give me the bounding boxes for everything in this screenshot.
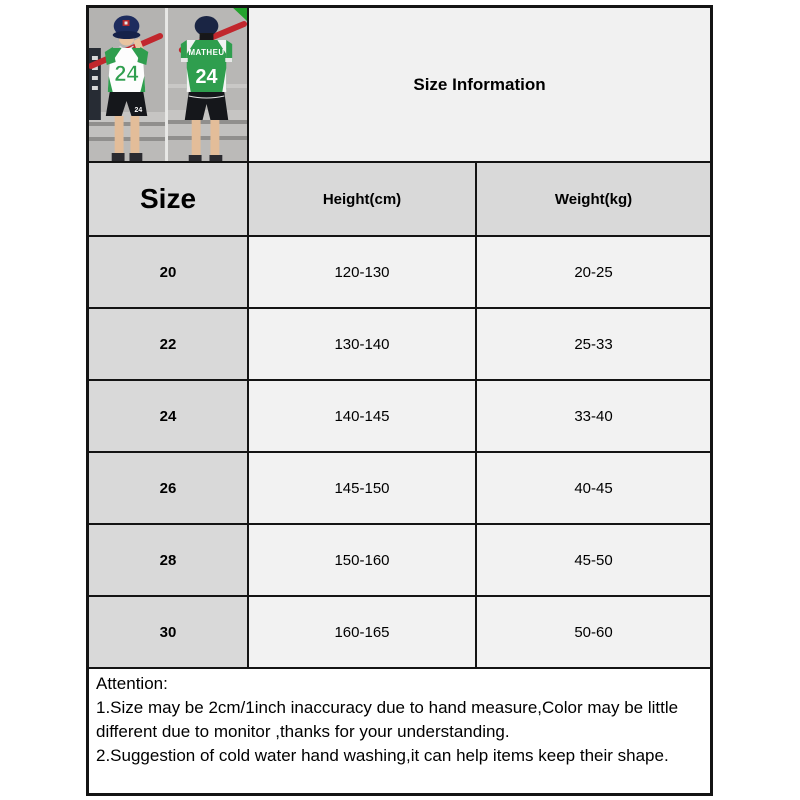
jersey-name-back: MATHEU (188, 47, 225, 58)
table-row (89, 381, 710, 453)
weight-cell: 25-33 (477, 309, 710, 379)
attention-note (89, 669, 710, 793)
attention-line-2: 2.Suggestion of cold water hand washing,it can help items keep their shape. (96, 746, 669, 765)
jersey-number-front: 24 (114, 60, 139, 87)
size-cell: 26 (89, 453, 249, 523)
product-photo (89, 8, 249, 161)
table-row (89, 309, 710, 381)
height-cell: 140-145 (249, 381, 477, 451)
column-header-size: Size (89, 163, 249, 235)
attention-line-1: 1.Size may be 2cm/1inch inaccuracy due to hand measure,Color may be little different due to monitor ,thanks for your understanding. (96, 698, 679, 741)
shorts-number: 24 (134, 106, 143, 115)
product-photo-illustration (89, 8, 247, 161)
attention-label: Attention: (96, 674, 168, 693)
column-header-height: Height(cm) (249, 163, 477, 235)
weight-cell: 20-25 (477, 237, 710, 307)
size-cell: 28 (89, 525, 249, 595)
table-row (89, 525, 710, 597)
height-cell: 160-165 (249, 597, 477, 667)
height-cell: 120-130 (249, 237, 477, 307)
table-row (89, 597, 710, 669)
weight-cell: 33-40 (477, 381, 710, 451)
page-title: Size Information (249, 8, 710, 161)
size-cell: 20 (89, 237, 249, 307)
weight-cell: 50-60 (477, 597, 710, 667)
size-cell: 30 (89, 597, 249, 667)
weight-cell: 40-45 (477, 453, 710, 523)
table-row (89, 237, 710, 309)
height-cell: 130-140 (249, 309, 477, 379)
size-chart-table (86, 5, 713, 796)
column-header-weight: Weight(kg) (477, 163, 710, 235)
height-cell: 150-160 (249, 525, 477, 595)
jersey-number-back: 24 (195, 65, 218, 89)
size-cell: 22 (89, 309, 249, 379)
photo-divider (165, 8, 168, 161)
height-cell: 145-150 (249, 453, 477, 523)
table-header-row (89, 163, 710, 237)
top-section (89, 8, 710, 163)
table-row (89, 453, 710, 525)
weight-cell: 45-50 (477, 525, 710, 595)
size-cell: 24 (89, 381, 249, 451)
